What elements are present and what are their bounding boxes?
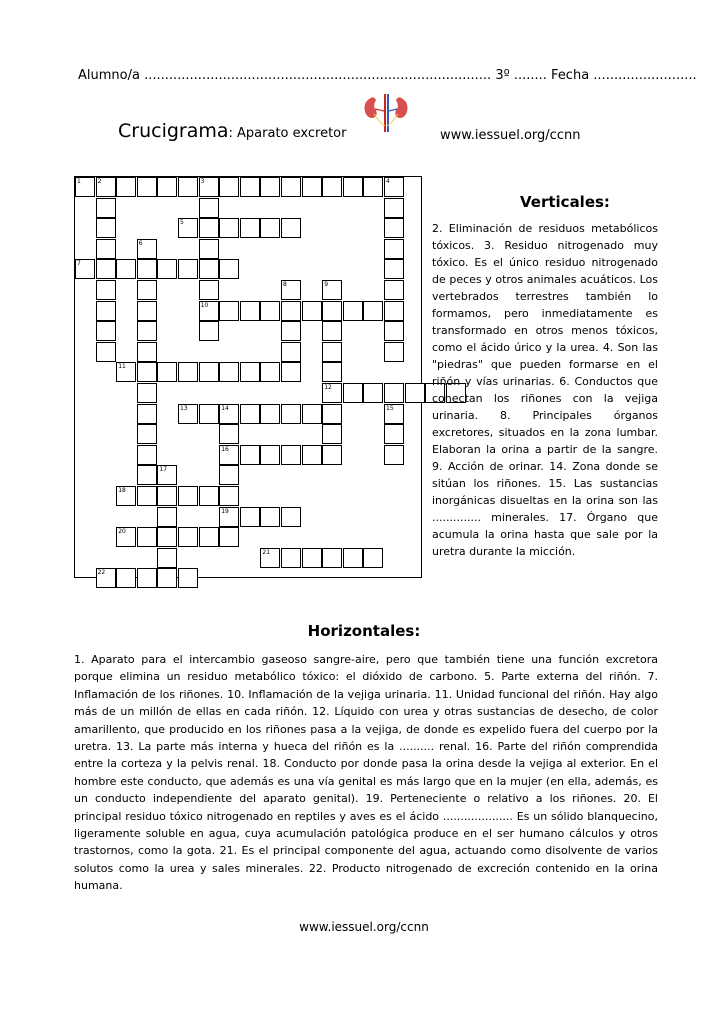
clue-number: 12: [324, 384, 332, 391]
crossword-cell[interactable]: [343, 177, 363, 197]
crossword-cell[interactable]: [199, 486, 219, 506]
crossword-cell[interactable]: [219, 465, 239, 485]
clue-number: 9: [324, 281, 329, 288]
crossword-cell[interactable]: [281, 321, 301, 341]
clue-number: 1: [77, 178, 81, 185]
crossword-cell[interactable]: [116, 177, 136, 197]
crossword-cell[interactable]: [157, 259, 177, 279]
crossword-cell[interactable]: [240, 177, 260, 197]
crossword-cell[interactable]: [178, 527, 198, 547]
crossword-cell[interactable]: [240, 445, 260, 465]
clue-number: 2: [97, 178, 102, 185]
clue-number: 14: [221, 404, 229, 412]
header-url: www.iessuel.org/ccnn: [440, 128, 581, 143]
crossword-cell[interactable]: [219, 259, 239, 279]
crossword-cell[interactable]: [199, 259, 219, 279]
crossword-cell[interactable]: [178, 568, 198, 588]
crossword-cell[interactable]: [157, 548, 177, 568]
crossword-cell[interactable]: [96, 259, 116, 279]
crossword-cell[interactable]: [137, 445, 157, 465]
clue-number: 4: [386, 178, 390, 185]
crossword-cell[interactable]: [281, 177, 301, 197]
crossword-cell[interactable]: [302, 445, 322, 465]
crossword-cell[interactable]: [302, 404, 322, 424]
crossword-cell[interactable]: [260, 404, 280, 424]
clue-number: 13: [180, 404, 188, 412]
crossword-cell[interactable]: [219, 486, 239, 506]
crossword-cell[interactable]: [240, 362, 260, 382]
crossword-cell[interactable]: [199, 218, 219, 238]
crossword-cell[interactable]: [384, 239, 404, 259]
horizontales-clues: 1. Aparato para el intercambio gaseoso sangre-aire, pero que también tiene una función excretora porque elimina un residuo metabólico tóxico: el dióxido de carbono. 5. Parte externa del riñón. 7. Inflamación de los riñones. 10. Inflamación de la vejiga urinaria. 11. Unidad funcional del riñón. Hay algo más de un millón de ellas en cada riñón. 12. Líquido con urea y otras sustancias de desecho, de color amarillento, que producido en los riñones pasa a la vejiga, de donde es expelido fuera del cuerpo por la uretra. 13. La parte más interna y hueca del riñón es la .......... renal. 16. Parte del riñón comprendida entre la corteza y la pelvis renal. 18. Conducto por donde pasa la orina desde la vejiga al exterior. En el hombre este conducto, que además es una vía genital es más largo que en la mujer (en ella, además, es un conducto independiente del aparato genital). 19. Perteneciente o relativo a los riñones. 20. El principal residuo tóxico nitrogenado en reptiles y aves es el ácido .................... Es un sólido blanquecino, ligeramente soluble en agua, cuya acumulación patológica produce en el ser humano cálculos y otros trastornos, como la gota. 21. Es el principal componente del agua, actuando como disolvente de varios solutos como la urea y sales minerales. 22. Producto nitrogenado de excreción contenido en la orina humana.: [74, 653, 658, 893]
crossword-cell[interactable]: [240, 404, 260, 424]
crossword-cell[interactable]: [219, 424, 239, 444]
crossword-cell[interactable]: [137, 486, 157, 506]
crossword-cell[interactable]: [157, 507, 177, 527]
crossword-cell[interactable]: [178, 486, 198, 506]
crossword-cell[interactable]: [384, 321, 404, 341]
crossword-cell[interactable]: [260, 177, 280, 197]
crossword-cell[interactable]: [322, 362, 342, 382]
footer-url: www.iessuel.org/ccnn: [299, 920, 429, 934]
crossword-cell[interactable]: [281, 548, 301, 568]
clue-number: 18: [118, 487, 126, 494]
crossword-cell[interactable]: [178, 362, 198, 382]
crossword-cell[interactable]: [157, 527, 177, 547]
crossword-cell[interactable]: [343, 383, 363, 403]
crossword-cell[interactable]: [96, 342, 116, 362]
crossword-cell[interactable]: [199, 280, 219, 300]
crossword-cell[interactable]: [322, 301, 342, 321]
crossword-cell[interactable]: [240, 301, 260, 321]
crossword-cell[interactable]: [157, 486, 177, 506]
crossword-cell[interactable]: [178, 259, 198, 279]
crossword-cell[interactable]: [137, 342, 157, 362]
clue-number: 10: [200, 301, 209, 309]
crossword-cell[interactable]: [363, 301, 383, 321]
crossword-cell[interactable]: [96, 280, 116, 300]
crossword-cell[interactable]: [199, 321, 219, 341]
clue-number: 20: [118, 528, 126, 536]
clue-number: 16: [221, 445, 229, 453]
crossword-cell[interactable]: [405, 383, 425, 403]
crossword-cell[interactable]: [384, 280, 404, 300]
crossword-cell[interactable]: [137, 259, 157, 279]
crossword-cell[interactable]: [219, 362, 239, 382]
crossword-cell[interactable]: [96, 321, 116, 341]
crossword-cell[interactable]: [384, 198, 404, 218]
crossword-cell[interactable]: [137, 404, 157, 424]
crossword-cell[interactable]: [384, 218, 404, 238]
crossword-cell[interactable]: [137, 568, 157, 588]
crossword-cell[interactable]: [260, 445, 280, 465]
crossword-cell[interactable]: [137, 424, 157, 444]
horizontales-title: Horizontales:: [307, 622, 421, 640]
clue-number: 19: [221, 507, 229, 515]
student-info-line: Alumno/a .................................................................................... 3º ........ Fecha .........................: [78, 68, 697, 83]
crossword-cell[interactable]: [322, 424, 342, 444]
crossword-cell[interactable]: [96, 239, 116, 259]
crossword-cell[interactable]: [363, 548, 383, 568]
crossword-cell[interactable]: [240, 218, 260, 238]
crossword-cell[interactable]: [322, 342, 342, 362]
crossword-cell[interactable]: [302, 301, 322, 321]
clue-number: 15: [386, 404, 394, 412]
crossword-cell[interactable]: [137, 280, 157, 300]
crossword-cell[interactable]: [137, 527, 157, 547]
crossword-cell[interactable]: [322, 445, 342, 465]
crossword-cell[interactable]: [260, 301, 280, 321]
crossword-cell[interactable]: [137, 383, 157, 403]
crossword-cell[interactable]: [96, 198, 116, 218]
crossword-cell[interactable]: [96, 218, 116, 238]
crossword-cell[interactable]: [343, 301, 363, 321]
crossword-cell[interactable]: [384, 301, 404, 321]
crossword-cell[interactable]: [199, 198, 219, 218]
crossword-cell[interactable]: [199, 404, 219, 424]
crossword-cell[interactable]: [281, 404, 301, 424]
crossword-cell[interactable]: [281, 301, 301, 321]
crossword-cell[interactable]: [199, 362, 219, 382]
crossword-cell[interactable]: [137, 321, 157, 341]
crossword-cell[interactable]: [157, 177, 177, 197]
clue-number: 11: [118, 363, 126, 371]
crossword-cell[interactable]: [302, 548, 322, 568]
crossword-cell[interactable]: [240, 507, 260, 527]
crossword-cell[interactable]: [384, 445, 404, 465]
crossword-cell[interactable]: [322, 177, 342, 197]
crossword-cell[interactable]: [281, 445, 301, 465]
clue-number: 17: [159, 466, 168, 474]
crossword-cell[interactable]: [199, 527, 219, 547]
crossword-cell[interactable]: [384, 259, 404, 279]
crossword-cell[interactable]: [343, 548, 363, 568]
verticales-clues: 2. Eliminación de residuos metabólicos tóxicos. 3. Residuo nitrogenado muy tóxico. Es el único residuo nitrogenado de peces y otros animales acuáticos. Los vertebrados terrestres también lo formamos, pero inmediatamente es transformado en otros menos tóxicos, como el ácido úrico y la urea. 4. Son las "piedras" que pueden formarse en el riñón y vías urinarias. 6. Conductos que conectan los riñones con la vejiga urinaria. 8. Principales órganos excretores, situados en la zona lumbar. Elaboran la orina a partir de la sangre. 9. Acción de orinar. 14. Zona donde se sitúan los riñones. 15. Las sustancias inorgánicas disueltas en la orina son las .............. minerales. 17. Órgano que acumula la orina hasta que sale por la uretra durante la micción.: [432, 222, 658, 558]
clue-number: 6: [138, 239, 143, 247]
title-main: Crucigrama: [118, 120, 229, 142]
crossword-cell[interactable]: [137, 177, 157, 197]
crossword-cell[interactable]: [137, 301, 157, 321]
clue-number: 22: [97, 569, 106, 577]
crossword-cell[interactable]: [322, 404, 342, 424]
crossword-cell[interactable]: [281, 507, 301, 527]
crossword-cell[interactable]: [384, 342, 404, 362]
crossword-cell[interactable]: [281, 218, 301, 238]
clue-number: 5: [180, 219, 184, 227]
crossword-cell[interactable]: [219, 301, 239, 321]
crossword-cell[interactable]: [116, 568, 136, 588]
clue-number: 8: [283, 281, 287, 288]
crossword-cell[interactable]: [363, 177, 383, 197]
crossword-cell[interactable]: [199, 239, 219, 259]
crossword-cell[interactable]: [137, 465, 157, 485]
crossword-cell[interactable]: [157, 362, 177, 382]
crossword-cell[interactable]: [363, 383, 383, 403]
crossword-cell[interactable]: [219, 177, 239, 197]
crossword-cell[interactable]: [384, 383, 404, 403]
crossword-cell[interactable]: [260, 362, 280, 382]
crossword-cell[interactable]: [322, 321, 342, 341]
crossword-cell[interactable]: [384, 424, 404, 444]
clue-number: 7: [77, 260, 81, 268]
crossword-cell[interactable]: [219, 218, 239, 238]
crossword-cell[interactable]: [260, 218, 280, 238]
crossword-cell[interactable]: [116, 259, 136, 279]
crossword-cell[interactable]: [302, 177, 322, 197]
crossword-cell[interactable]: [322, 548, 342, 568]
crossword-cell[interactable]: [281, 362, 301, 382]
crossword-cell[interactable]: [219, 527, 239, 547]
crossword-cell[interactable]: [281, 342, 301, 362]
verticales-title: Verticales:: [520, 193, 610, 211]
crossword-cell[interactable]: [260, 507, 280, 527]
crossword-cell[interactable]: [137, 362, 157, 382]
crossword-cell[interactable]: [96, 301, 116, 321]
clue-number: 21: [262, 548, 271, 556]
title-subtitle: : Aparato excretor: [228, 126, 347, 141]
crossword-cell[interactable]: [157, 568, 177, 588]
clue-number: 3: [200, 178, 205, 185]
crossword-cell[interactable]: [178, 177, 198, 197]
